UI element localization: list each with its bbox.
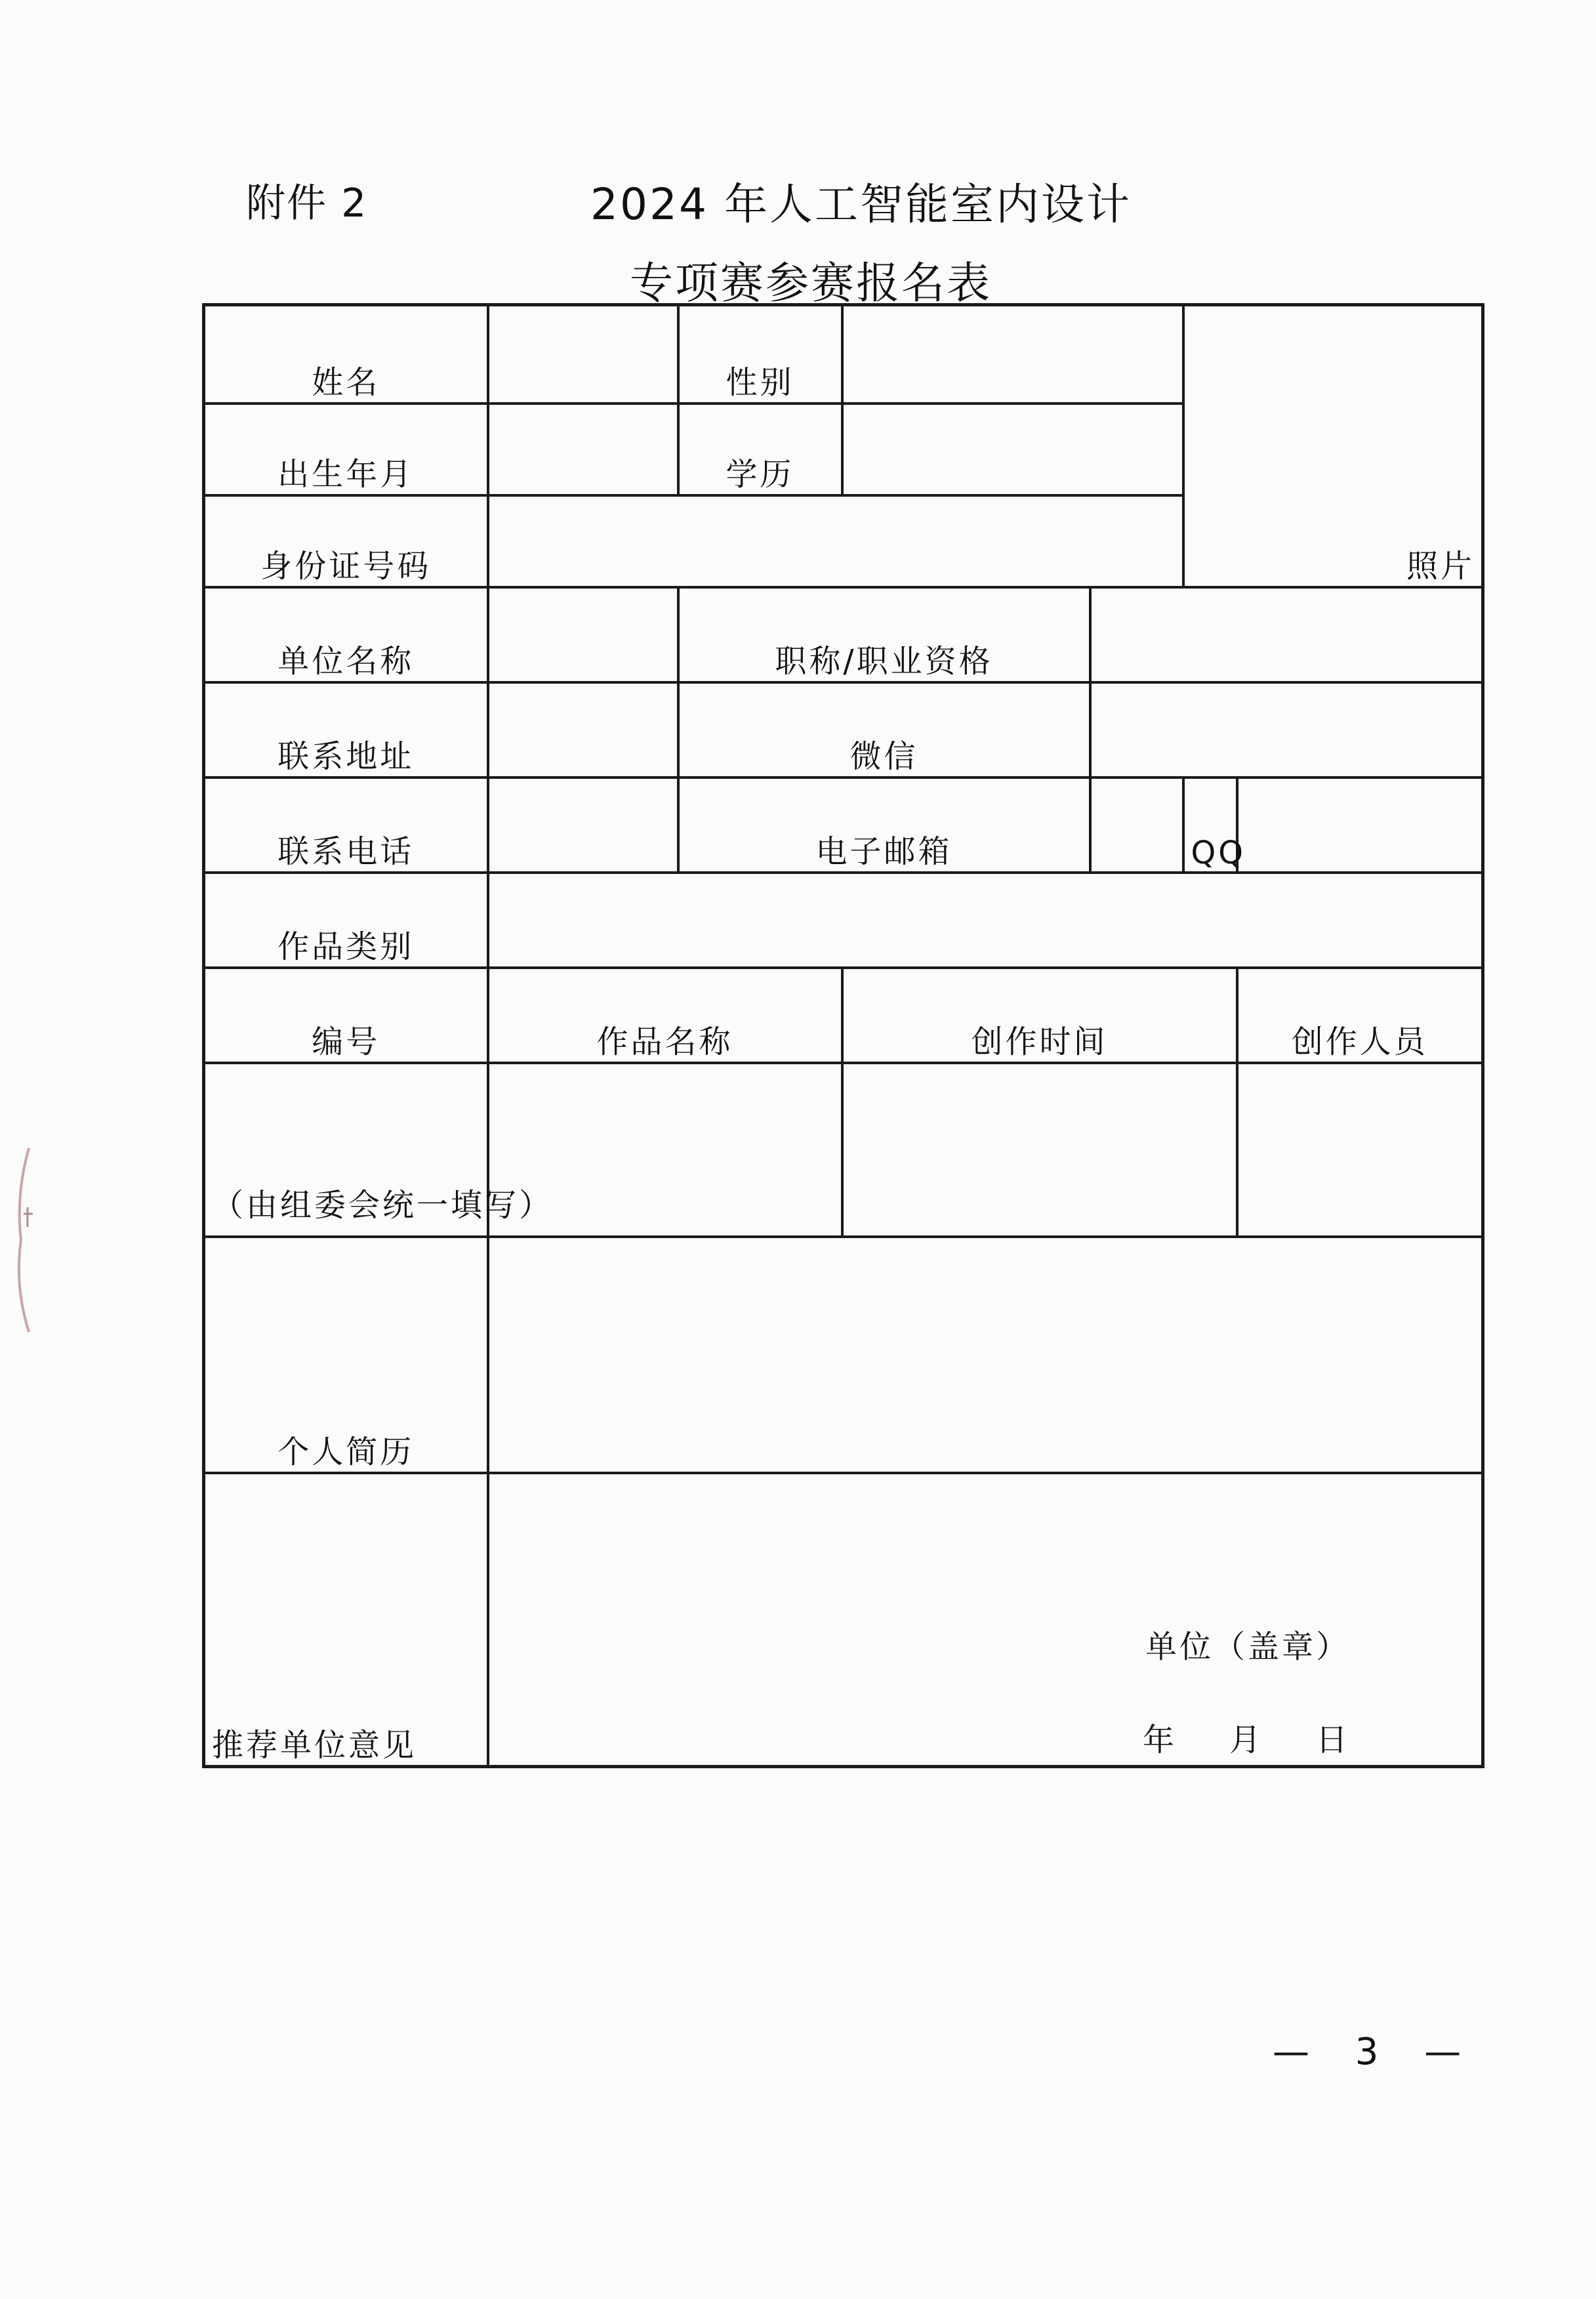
date-year-label: 年: [1142, 1722, 1177, 1758]
address-field[interactable]: [488, 682, 678, 777]
photo-box[interactable]: [1183, 305, 1483, 587]
professional-title-field[interactable]: [1090, 587, 1483, 682]
creators-field[interactable]: [1237, 1063, 1483, 1237]
gender-field[interactable]: [842, 305, 1183, 404]
qq-label: QQ: [1183, 777, 1237, 873]
page-number: — 3 —: [1273, 2031, 1479, 2073]
registration-form-table: [202, 303, 1484, 1768]
address-label: 联系地址: [204, 682, 488, 777]
stamp-label: 单位（盖章）: [1145, 1628, 1351, 1665]
employer-label: 单位名称: [204, 587, 488, 682]
bio-field[interactable]: [488, 1237, 1483, 1473]
phone-label: 联系电话: [204, 777, 488, 873]
number-note: （由组委会统一填写）: [204, 1063, 488, 1237]
qq-field[interactable]: [1237, 777, 1483, 873]
form-title-line1: 2024 年人工智能室内设计: [590, 179, 1132, 230]
recommendation-field[interactable]: [488, 1473, 1483, 1767]
creation-time-field[interactable]: [842, 1063, 1237, 1237]
professional-title-label: 职称/职业资格: [678, 587, 1090, 682]
creators-header: 创作人员: [1237, 968, 1483, 1063]
date-day-label: 日: [1316, 1722, 1351, 1758]
work-name-header: 作品名称: [488, 968, 842, 1063]
wechat-field[interactable]: [1090, 682, 1483, 777]
email-label: 电子邮箱: [678, 777, 1090, 873]
number-header: 编号: [204, 968, 488, 1063]
wechat-label: 微信: [678, 682, 1090, 777]
name-label: 姓名: [204, 305, 488, 404]
id-number-label: 身份证号码: [204, 495, 488, 587]
education-field[interactable]: [842, 404, 1183, 495]
bio-label: 个人简历: [204, 1237, 488, 1473]
date-line: [1143, 1714, 1350, 1760]
category-field[interactable]: [488, 873, 1483, 968]
photo-label: 照片: [1406, 547, 1475, 585]
date-month-label: 月: [1229, 1722, 1263, 1758]
id-number-field[interactable]: [488, 495, 1183, 587]
creation-time-header: 创作时间: [842, 968, 1237, 1063]
attachment-label: 附件 2: [246, 180, 368, 226]
education-label: 学历: [678, 404, 842, 495]
form-title-line2: 专项赛参赛报名表: [630, 258, 992, 308]
gender-label: 性别: [678, 305, 842, 404]
email-field[interactable]: [1090, 777, 1183, 873]
birth-label: 出生年月: [204, 404, 488, 495]
birth-field[interactable]: [488, 404, 678, 495]
category-label: 作品类别: [204, 873, 488, 968]
recommendation-label: 推荐单位意见: [204, 1473, 488, 1767]
phone-field[interactable]: [488, 777, 678, 873]
employer-field[interactable]: [488, 587, 678, 682]
name-field[interactable]: [488, 305, 678, 404]
margin-bleed-marks: [9, 1142, 35, 1338]
